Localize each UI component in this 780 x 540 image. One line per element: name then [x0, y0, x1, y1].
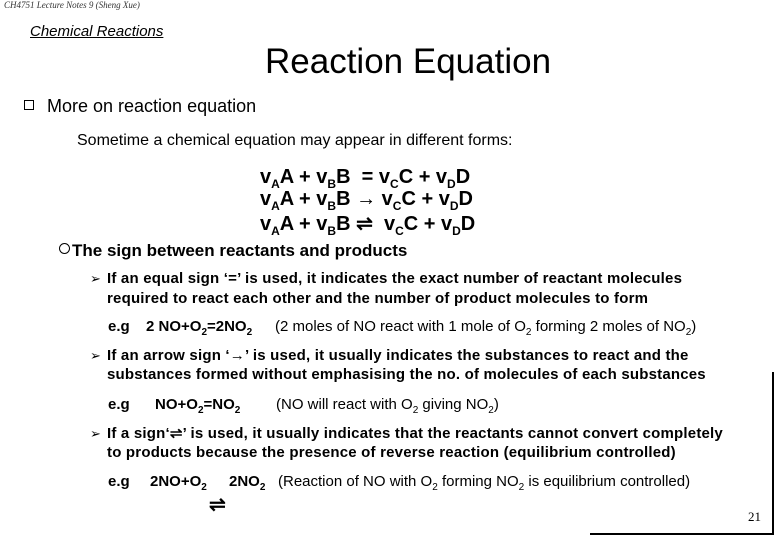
example-note: (NO will react with $O_2$ giving $NO_2$): [276, 396, 499, 416]
example-equation: $NO+O_2=NO_2$: [155, 396, 241, 416]
equation-equilibrium: $v_AA + v_BB$ ⇌ $v_CC + v_DD$: [260, 213, 476, 238]
equation-arrow: $v_AA + v_BB \to v_CC + v_DD$: [260, 188, 473, 213]
point3-line2: to products because the presence of reverse reaction (equilibrium controlled): [107, 444, 676, 461]
point1-line1: If an equal sign ‘=’ is used, it indicates the exact number of reactant molecules: [107, 270, 683, 287]
equilibrium-arrow-icon: ⇌: [209, 494, 226, 516]
example-equation: 2 $NO+O_2=2NO_2$: [146, 318, 253, 338]
arrowhead-bullet-icon: ➢: [90, 426, 101, 441]
intro-text: Sometime a chemical equation may appear in different forms:: [77, 132, 513, 149]
arrowhead-bullet-icon: ➢: [90, 271, 101, 286]
ring-bullet-icon: [59, 243, 70, 254]
example-note: (Reaction of NO with $O_2$ forming $NO_2$ is equilibrium controlled): [278, 473, 691, 493]
course-header: CH4751 Lecture Notes 9 (Sheng Xue): [4, 0, 140, 10]
arrowhead-bullet-icon: ➢: [90, 348, 101, 363]
example-equation-product: $2NO_2$: [229, 473, 266, 493]
point2-line1: If an arrow sign ‘→’ is used, it usually indicates the substances to react and the: [107, 347, 689, 364]
square-bullet-icon: [24, 100, 34, 110]
example-note: (2 moles of NO react with 1 mole of $O_2$ forming 2 moles of $NO_2$): [275, 318, 697, 338]
example-label: e.g: [108, 396, 130, 413]
bullet-sign-between: The sign between reactants and products: [72, 241, 408, 260]
example-label: e.g: [108, 318, 130, 335]
topic-heading: Chemical Reactions: [30, 23, 164, 40]
page-frame-bottom: [590, 533, 773, 535]
point3-line1: If a sign‘⇌’ is used, it usually indicates that the reactants cannot convert completely: [107, 425, 723, 442]
point1-line2: required to react each other and the number of product molecules to form: [107, 290, 649, 307]
page-number: 21: [748, 509, 761, 524]
example-label: e.g: [108, 473, 130, 490]
point2-line2: substances formed without emphasising the no. of molecules of each substances: [107, 366, 706, 383]
slide-title: Reaction Equation: [265, 42, 552, 81]
example-equation: $2NO+O_2$: [150, 473, 207, 493]
page-frame-right: [772, 372, 774, 535]
equation-equal: $v_AA + v_BB = v_CC + v_DD$: [260, 166, 471, 191]
bullet-more-on-reaction: More on reaction equation: [47, 96, 257, 116]
